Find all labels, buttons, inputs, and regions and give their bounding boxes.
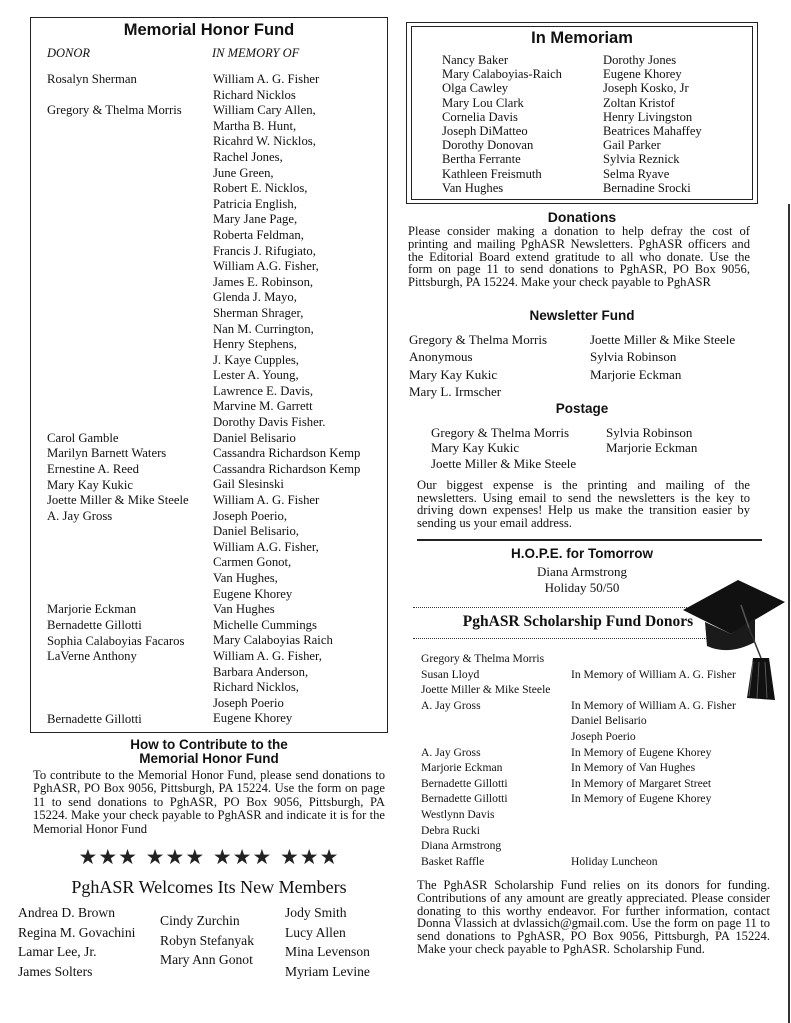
- memoriam-name: Gail Parker: [603, 138, 661, 153]
- memoriam-name: Eugene Khorey: [603, 67, 682, 82]
- postage-body: Our biggest expense is the printing and mailing of the newsletters. Using email to send the newsletters is the key to driving down expenses! Help us make the transition easier by sending us your email address.: [417, 478, 750, 530]
- donor-name: Gregory & Thelma Morris: [47, 103, 182, 118]
- scholarship-row: [421, 667, 761, 683]
- postage-donor: Mary Kay Kukic: [431, 440, 520, 456]
- scholarship-donor: Diana Armstrong: [421, 839, 502, 853]
- in-memory-name: Daniel Belisario: [213, 430, 296, 445]
- donor-name: Bernadette Gillotti: [47, 618, 142, 632]
- scholarship-title: PghASR Scholarship Fund Donors: [462, 613, 694, 630]
- memoriam-name: Bernadine Srocki: [603, 180, 691, 195]
- scholarship-note: In Memory of Eugene Khorey: [571, 745, 712, 759]
- in-memory-name: Lawrence E. Davis,: [213, 383, 314, 398]
- memoriam-name: Henry Livingston: [603, 109, 693, 124]
- in-memory-name: William A.G. Fisher,: [213, 259, 319, 274]
- in-memoriam-title: In Memoriam: [531, 29, 633, 47]
- in-memory-name: Henry Stephens,: [213, 337, 297, 352]
- scholarship-row: [421, 823, 761, 839]
- memoriam-name: Kathleen Freismuth: [442, 166, 542, 181]
- welcome-title: PghASR Welcomes Its New Members: [71, 877, 347, 897]
- scholarship-row: [421, 698, 761, 714]
- newsletter-donor: Marjorie Eckman: [590, 366, 682, 382]
- in-memory-name: Glenda J. Mayo,: [213, 290, 297, 305]
- in-memory-name: James E. Robinson,: [213, 274, 314, 289]
- scholarship-note: Daniel Belisario: [571, 714, 647, 728]
- memoriam-name: Cornelia Davis: [442, 109, 518, 124]
- scholarship-row: [421, 807, 761, 823]
- in-memory-name: June Green,: [213, 165, 274, 180]
- memoriam-name: Mary Lou Clark: [442, 95, 524, 110]
- in-memory-name: Patricia English,: [213, 196, 297, 211]
- scholarship-note: In Memory of Eugene Khorey: [571, 792, 712, 806]
- new-member-name: Lamar Lee, Jr.: [18, 944, 97, 959]
- in-memory-name: Eugene Khorey: [213, 711, 293, 726]
- in-memory-name: Martha B. Hunt,: [213, 118, 297, 133]
- memoriam-name: Zoltan Kristof: [603, 95, 675, 110]
- memoriam-name: Selma Ryave: [603, 166, 670, 181]
- in-memory-name: Eugene Khorey: [213, 586, 293, 601]
- donor-header: DONOR: [47, 46, 91, 60]
- welcome-column-3: [285, 903, 370, 981]
- in-memory-name: Ricahrd W. Nicklos,: [213, 134, 316, 149]
- in-memory-name: William A. G. Fisher: [213, 493, 320, 508]
- in-memory-header: IN MEMORY OF: [212, 46, 300, 60]
- in-memory-name: Cassandra Richardson Kemp: [213, 461, 361, 476]
- memoriam-name: Sylvia Reznick: [603, 152, 680, 167]
- in-memory-name: Joseph Poerio: [213, 695, 284, 710]
- scholarship-note: In Memory of Van Hughes: [571, 761, 696, 775]
- in-memory-name: William A. G. Fisher,: [213, 648, 322, 663]
- in-memory-name: Michelle Cummings: [213, 617, 317, 632]
- scholarship-row: [421, 745, 761, 761]
- page-edge-line: [788, 204, 790, 1023]
- scholarship-donor: Bernadette Gillotti: [421, 792, 508, 806]
- memoriam-name: Mary Calaboyias-Raich: [442, 67, 562, 82]
- scholarship-row: [421, 713, 761, 729]
- new-member-name: Cindy Zurchin: [160, 913, 240, 928]
- memoriam-name: Joseph DiMatteo: [442, 124, 528, 139]
- donations-body: Please consider making a donation to help defray the cost of printing and mailing PghASR Newsletters. PghASR officers and the Editorial Board extend gratitude to all who donate. Use the form on page 11 to send donations to PghASR, PO Box 9056, Pittsburgh, PA 15224. Make your check payable to PghASR: [408, 224, 750, 290]
- postage-donor: Sylvia Robinson: [606, 425, 693, 440]
- new-member-name: Myriam Levine: [285, 963, 370, 979]
- postage-donor: Joette Miller & Mike Steele: [431, 455, 577, 471]
- in-memoriam-left-column: [442, 53, 562, 195]
- divider-line: [417, 539, 762, 541]
- in-memory-name: William A. G. Fisher: [213, 72, 320, 86]
- new-member-name: James Solters: [18, 963, 93, 979]
- in-memory-name: Gail Slesinski: [213, 477, 284, 492]
- memoriam-name: Joseph Kosko, Jr: [603, 81, 689, 96]
- in-memoriam-inner-box: [411, 26, 753, 200]
- hope-line-1: Diana Armstrong: [537, 564, 627, 579]
- memoriam-name: Bertha Ferrante: [442, 152, 521, 167]
- welcome-column-2: [160, 911, 254, 970]
- donor-name: Mary Kay Kukic: [47, 477, 133, 492]
- in-memory-name: Marvine M. Garrett: [213, 399, 313, 414]
- donor-name: Joette Miller & Mike Steele: [47, 493, 189, 508]
- scholarship-row: [421, 776, 761, 792]
- stars-divider: ★★★ ★★★ ★★★ ★★★: [78, 845, 340, 869]
- scholarship-row: [421, 838, 761, 854]
- newsletter-donor: Gregory & Thelma Morris: [409, 332, 548, 347]
- scholarship-note: Holiday Luncheon: [571, 854, 658, 868]
- in-memory-name: Rachel Jones,: [213, 149, 283, 164]
- scholarship-donor: A. Jay Gross: [421, 745, 481, 759]
- in-memory-name: Van Hughes: [213, 602, 275, 617]
- scholarship-donor: Debra Rucki: [421, 823, 480, 837]
- donations-title: Donations: [547, 209, 617, 225]
- donor-column: [47, 72, 215, 732]
- donor-name: LaVerne Anthony: [47, 649, 137, 664]
- how-to-body: To contribute to the Memorial Honor Fund, please send donations to PghASR, PO Box 9056, Pittsburgh, PA 15224. Use the form on page 11 to send donations to PghASR, PO Box 9056, Pittsburgh, PA 15224. Make your check payable to PghASR and indicate it is for the Memorial Honor Fund: [33, 768, 385, 836]
- scholarship-donor: Joette Miller & Mike Steele: [421, 683, 551, 697]
- scholarship-donor: Basket Raffle: [421, 854, 485, 868]
- in-memory-name: Van Hughes,: [213, 571, 278, 585]
- memorial-fund-title: Memorial Honor Fund: [123, 21, 295, 39]
- scholarship-list: [421, 651, 761, 869]
- in-memory-name: Joseph Poerio,: [213, 508, 288, 523]
- postage-right: [606, 425, 697, 456]
- postage-donor: Marjorie Eckman: [606, 440, 698, 456]
- in-memory-name: Nan M. Currington,: [213, 321, 314, 336]
- donor-name: Sophia Calaboyias Facaros: [47, 633, 185, 648]
- donor-name: Marilyn Barnett Waters: [47, 446, 167, 461]
- scholarship-donor: Marjorie Eckman: [421, 761, 503, 775]
- how-to-title-2: Memorial Honor Fund: [139, 751, 279, 766]
- memoriam-name: Beatrices Mahaffey: [603, 124, 702, 139]
- in-memory-name: William A.G. Fisher,: [213, 539, 319, 554]
- hope-title: H.O.P.E. for Tomorrow: [510, 546, 653, 561]
- memoriam-name: Van Hughes: [442, 180, 504, 195]
- scholarship-note: Joseph Poerio: [571, 729, 636, 743]
- scholarship-row: [421, 854, 761, 870]
- in-memory-name: Carmen Gonot,: [213, 555, 292, 570]
- memoriam-name: Olga Cawley: [442, 81, 509, 96]
- new-member-name: Lucy Allen: [285, 924, 346, 940]
- in-memory-name: Richard Nicklos,: [213, 680, 299, 695]
- scholarship-row: [421, 791, 761, 807]
- new-member-name: Mina Levenson: [285, 944, 370, 959]
- scholarship-donor: Susan Lloyd: [421, 667, 480, 681]
- newsletter-donor: Mary L. Irmscher: [409, 383, 502, 399]
- scholarship-note: In Memory of William A. G. Fisher: [571, 698, 736, 712]
- scholarship-note: In Memory of Margaret Street: [571, 776, 712, 790]
- newsletter-donor: Anonymous: [409, 349, 473, 365]
- new-member-name: Jody Smith: [285, 905, 347, 920]
- in-memory-name: Dorothy Davis Fisher.: [213, 415, 326, 430]
- in-memory-name: J. Kaye Cupples,: [213, 352, 299, 367]
- newsletter-fund-left: [409, 331, 547, 400]
- in-memory-name: Mary Jane Page,: [213, 212, 298, 227]
- memorial-fund-box: [30, 17, 388, 733]
- new-member-name: Robyn Stefanyak: [160, 932, 255, 948]
- scholarship-row: [421, 682, 761, 698]
- newsletter-fund-right: [590, 331, 735, 383]
- postage-donor: Gregory & Thelma Morris: [431, 425, 570, 440]
- in-memory-name: Lester A. Young,: [213, 368, 299, 383]
- memoriam-name: Dorothy Jones: [603, 53, 677, 67]
- scholarship-donor: Bernadette Gillotti: [421, 776, 508, 790]
- in-memory-column: [213, 72, 385, 727]
- postage-left: [431, 425, 576, 471]
- donor-name: A. Jay Gross: [47, 508, 113, 523]
- scholarship-note: In Memory of William A. G. Fisher: [571, 667, 736, 681]
- scholarship-donor: A. Jay Gross: [421, 698, 481, 712]
- memoriam-name: Dorothy Donovan: [442, 138, 534, 153]
- scholarship-row: [421, 760, 761, 776]
- welcome-column-1: [18, 903, 135, 981]
- newsletter-fund-title: Newsletter Fund: [529, 308, 635, 323]
- in-memory-name: Robert E. Nicklos,: [213, 181, 308, 196]
- in-memory-name: Francis J. Rifugiato,: [213, 243, 316, 258]
- new-member-name: Mary Ann Gonot: [160, 952, 253, 967]
- in-memory-name: Cassandra Richardson Kemp: [213, 446, 361, 461]
- how-to-title-1: How to Contribute to the: [130, 737, 288, 752]
- in-memory-name: Daniel Belisario,: [213, 524, 299, 539]
- scholarship-body: The PghASR Scholarship Fund relies on its donors for funding. Contributions of any amount are greatly appreciated. Please consider donating to this worthy endeavor. For further information, contact Donna Vlassich at dvlassich@gmail.com. Use the form on page 11 to send donations to PghASR, PO Box 9056, Pittsburgh, PA 15224. Make your check payable to PghASR. Scholarship Fund.: [417, 878, 770, 956]
- scholarship-donor: Westlynn Davis: [421, 807, 495, 821]
- donor-name: Rosalyn Sherman: [47, 72, 137, 86]
- new-member-name: Andrea D. Brown: [18, 905, 116, 920]
- in-memory-name: Roberta Feldman,: [213, 227, 304, 242]
- donor-name: Carol Gamble: [47, 430, 119, 445]
- donor-name: Ernestine A. Reed: [47, 462, 139, 476]
- hope-line-2: Holiday 50/50: [544, 580, 620, 595]
- in-memory-name: Mary Calaboyias Raich: [213, 633, 333, 648]
- in-memoriam-right-column: [603, 53, 702, 195]
- scholarship-row: [421, 651, 761, 667]
- memoriam-name: Nancy Baker: [442, 53, 509, 67]
- in-memory-name: Barbara Anderson,: [213, 664, 309, 679]
- newsletter-donor: Joette Miller & Mike Steele: [590, 332, 736, 347]
- in-memory-name: Richard Nicklos: [213, 87, 296, 102]
- newsletter-donor: Sylvia Robinson: [590, 349, 677, 365]
- newsletter-donor: Mary Kay Kukic: [409, 366, 498, 382]
- in-memory-name: Sherman Shrager,: [213, 305, 304, 320]
- in-memory-name: William Cary Allen,: [213, 103, 316, 118]
- new-member-name: Regina M. Govachini: [18, 924, 136, 940]
- postage-title: Postage: [555, 401, 609, 416]
- scholarship-row: [421, 729, 761, 745]
- donor-name: Marjorie Eckman: [47, 602, 137, 617]
- scholarship-donor: Gregory & Thelma Morris: [421, 652, 545, 665]
- donor-name: Bernadette Gillotti: [47, 711, 142, 726]
